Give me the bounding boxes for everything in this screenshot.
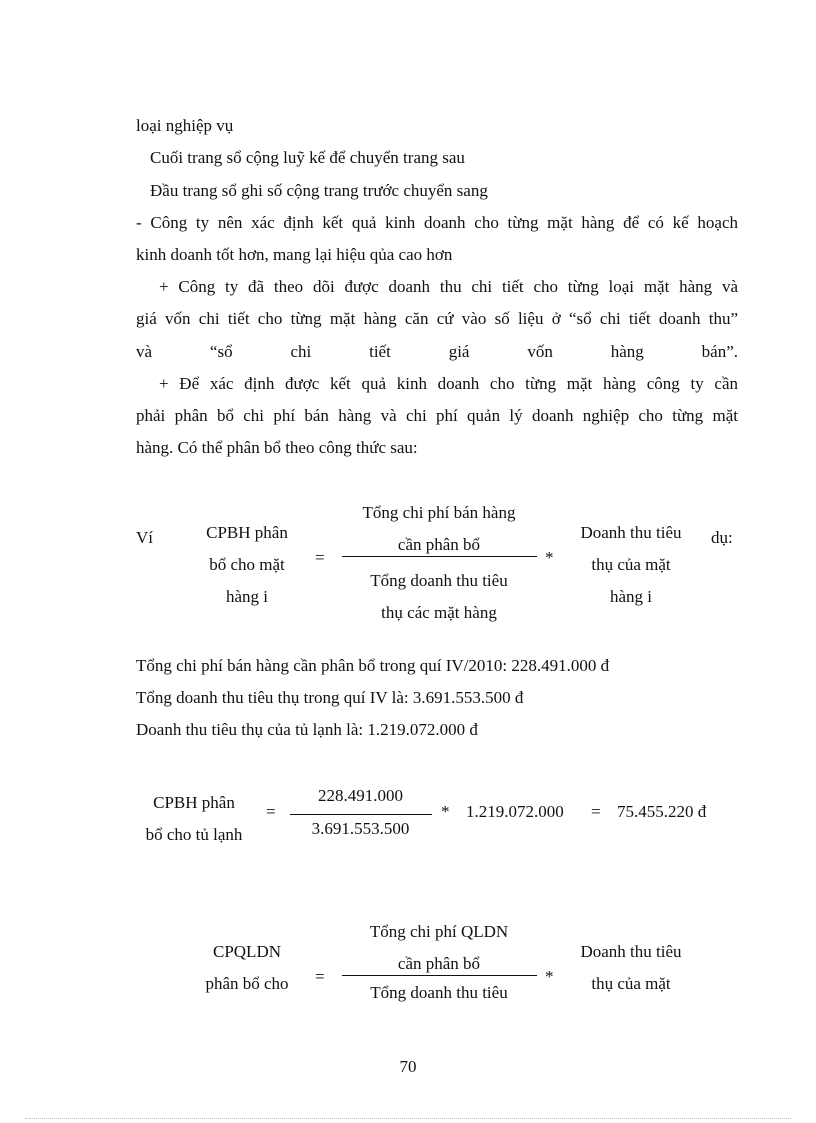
formula-lhs-line: CPBH phân <box>206 523 288 542</box>
paragraph-line: + Công ty đã theo dõi được doanh thu chi tiết cho từng loại mặt hàng và <box>159 277 738 296</box>
equals-sign: = <box>315 967 325 986</box>
numerator-line: cần phân bổ <box>397 535 481 554</box>
denominator-line: thụ các mặt hàng <box>381 603 497 622</box>
paragraph-line: giá vốn chi tiết cho từng mặt hàng căn cứ vào số liệu ở “sổ chi tiết doanh thu” <box>136 309 738 328</box>
formula-rhs-line: hàng i <box>609 587 653 606</box>
numerator-line: cần phân bổ <box>397 954 481 973</box>
formula-rhs <box>566 936 696 1000</box>
denominator-clip <box>338 978 540 1002</box>
example-line: Tổng chi phí bán hàng cần phân bổ trong quí IV/2010: 228.491.000 đ <box>136 656 610 675</box>
equals-sign: = <box>315 548 325 567</box>
formula-lhs-line: phân bổ cho <box>205 974 289 993</box>
formula-rhs-line: thụ của mặt <box>591 555 671 574</box>
fraction-bar <box>342 556 537 557</box>
paragraph-line: Đầu trang sổ ghi số cộng trang trước chuyển sang <box>150 181 488 200</box>
formula-lhs-line: CPBH phân <box>153 793 235 812</box>
equals-sign: = <box>266 802 276 821</box>
formula-denominator <box>338 565 540 629</box>
paragraph-line: và “sổ chi tiết giá vốn hàng bán”. <box>136 342 738 361</box>
formula-side-word: Ví <box>136 528 153 547</box>
formula-rhs-line: Doanh thu tiêu <box>580 523 682 542</box>
fraction-denominator: Tổng doanh thu tiêu <box>370 983 508 1002</box>
formula-numerator <box>338 497 540 561</box>
formula-rhs-line: thụ của mặt <box>591 974 671 993</box>
numerator-line: Tổng chi phí QLDN <box>369 922 509 941</box>
fraction-bar <box>290 814 432 815</box>
formula-lhs-line: bổ cho mặt <box>209 555 285 574</box>
formula-numerator <box>338 916 540 980</box>
multiplier-value: 1.219.072.000 <box>466 802 564 821</box>
page-bottom-border <box>25 1118 791 1119</box>
fraction-denominator: 3.691.553.500 <box>311 819 410 838</box>
formula-lhs <box>130 787 258 851</box>
result-value: 75.455.220 đ <box>617 802 707 821</box>
formula-lhs <box>186 936 308 1000</box>
page-number: 70 <box>399 1057 417 1076</box>
formula-lhs-line: bổ cho tủ lạnh <box>145 825 243 844</box>
formula-rhs <box>566 517 696 613</box>
equals-sign: = <box>591 802 601 821</box>
example-line: Doanh thu tiêu thụ của tủ lạnh là: 1.219.072.000 đ <box>136 720 478 739</box>
paragraph-line: phải phân bổ chi phí bán hàng và chi phí quản lý doanh nghiệp cho từng mặt <box>136 406 738 425</box>
numerator-line: Tổng chi phí bán hàng <box>362 503 516 522</box>
example-line: Tổng doanh thu tiêu thụ trong quí IV là: 3.691.553.500 đ <box>136 688 524 707</box>
formula-lhs-line: CPQLDN <box>212 942 281 961</box>
denominator-line: Tổng doanh thu tiêu <box>370 571 508 590</box>
formula-lhs-line: hàng i <box>225 587 269 606</box>
formula-side-word: dụ: <box>711 528 733 547</box>
paragraph-line: hàng. Có thể phân bổ theo công thức sau: <box>136 438 418 457</box>
multiply-sign: * <box>545 967 554 986</box>
multiply-sign: * <box>441 802 450 821</box>
paragraph-line: - Công ty nên xác định kết quả kinh doanh cho từng mặt hàng để có kế hoạch <box>136 213 738 232</box>
formula-rhs-line: Doanh thu tiêu <box>580 942 682 961</box>
fraction-bar <box>342 975 537 976</box>
paragraph-line: Cuối trang sổ cộng luỹ kế để chuyển trang sau <box>150 148 465 167</box>
paragraph-line: loại nghiệp vụ <box>136 116 234 135</box>
fraction-numerator: 228.491.000 <box>318 786 403 805</box>
paragraph-line: + Để xác định được kết quả kinh doanh cho từng mặt hàng công ty cần <box>159 374 738 393</box>
formula-lhs <box>186 517 308 613</box>
multiply-sign: * <box>545 548 554 567</box>
paragraph-line: kinh doanh tốt hơn, mang lại hiệu qủa cao hơn <box>136 245 453 264</box>
